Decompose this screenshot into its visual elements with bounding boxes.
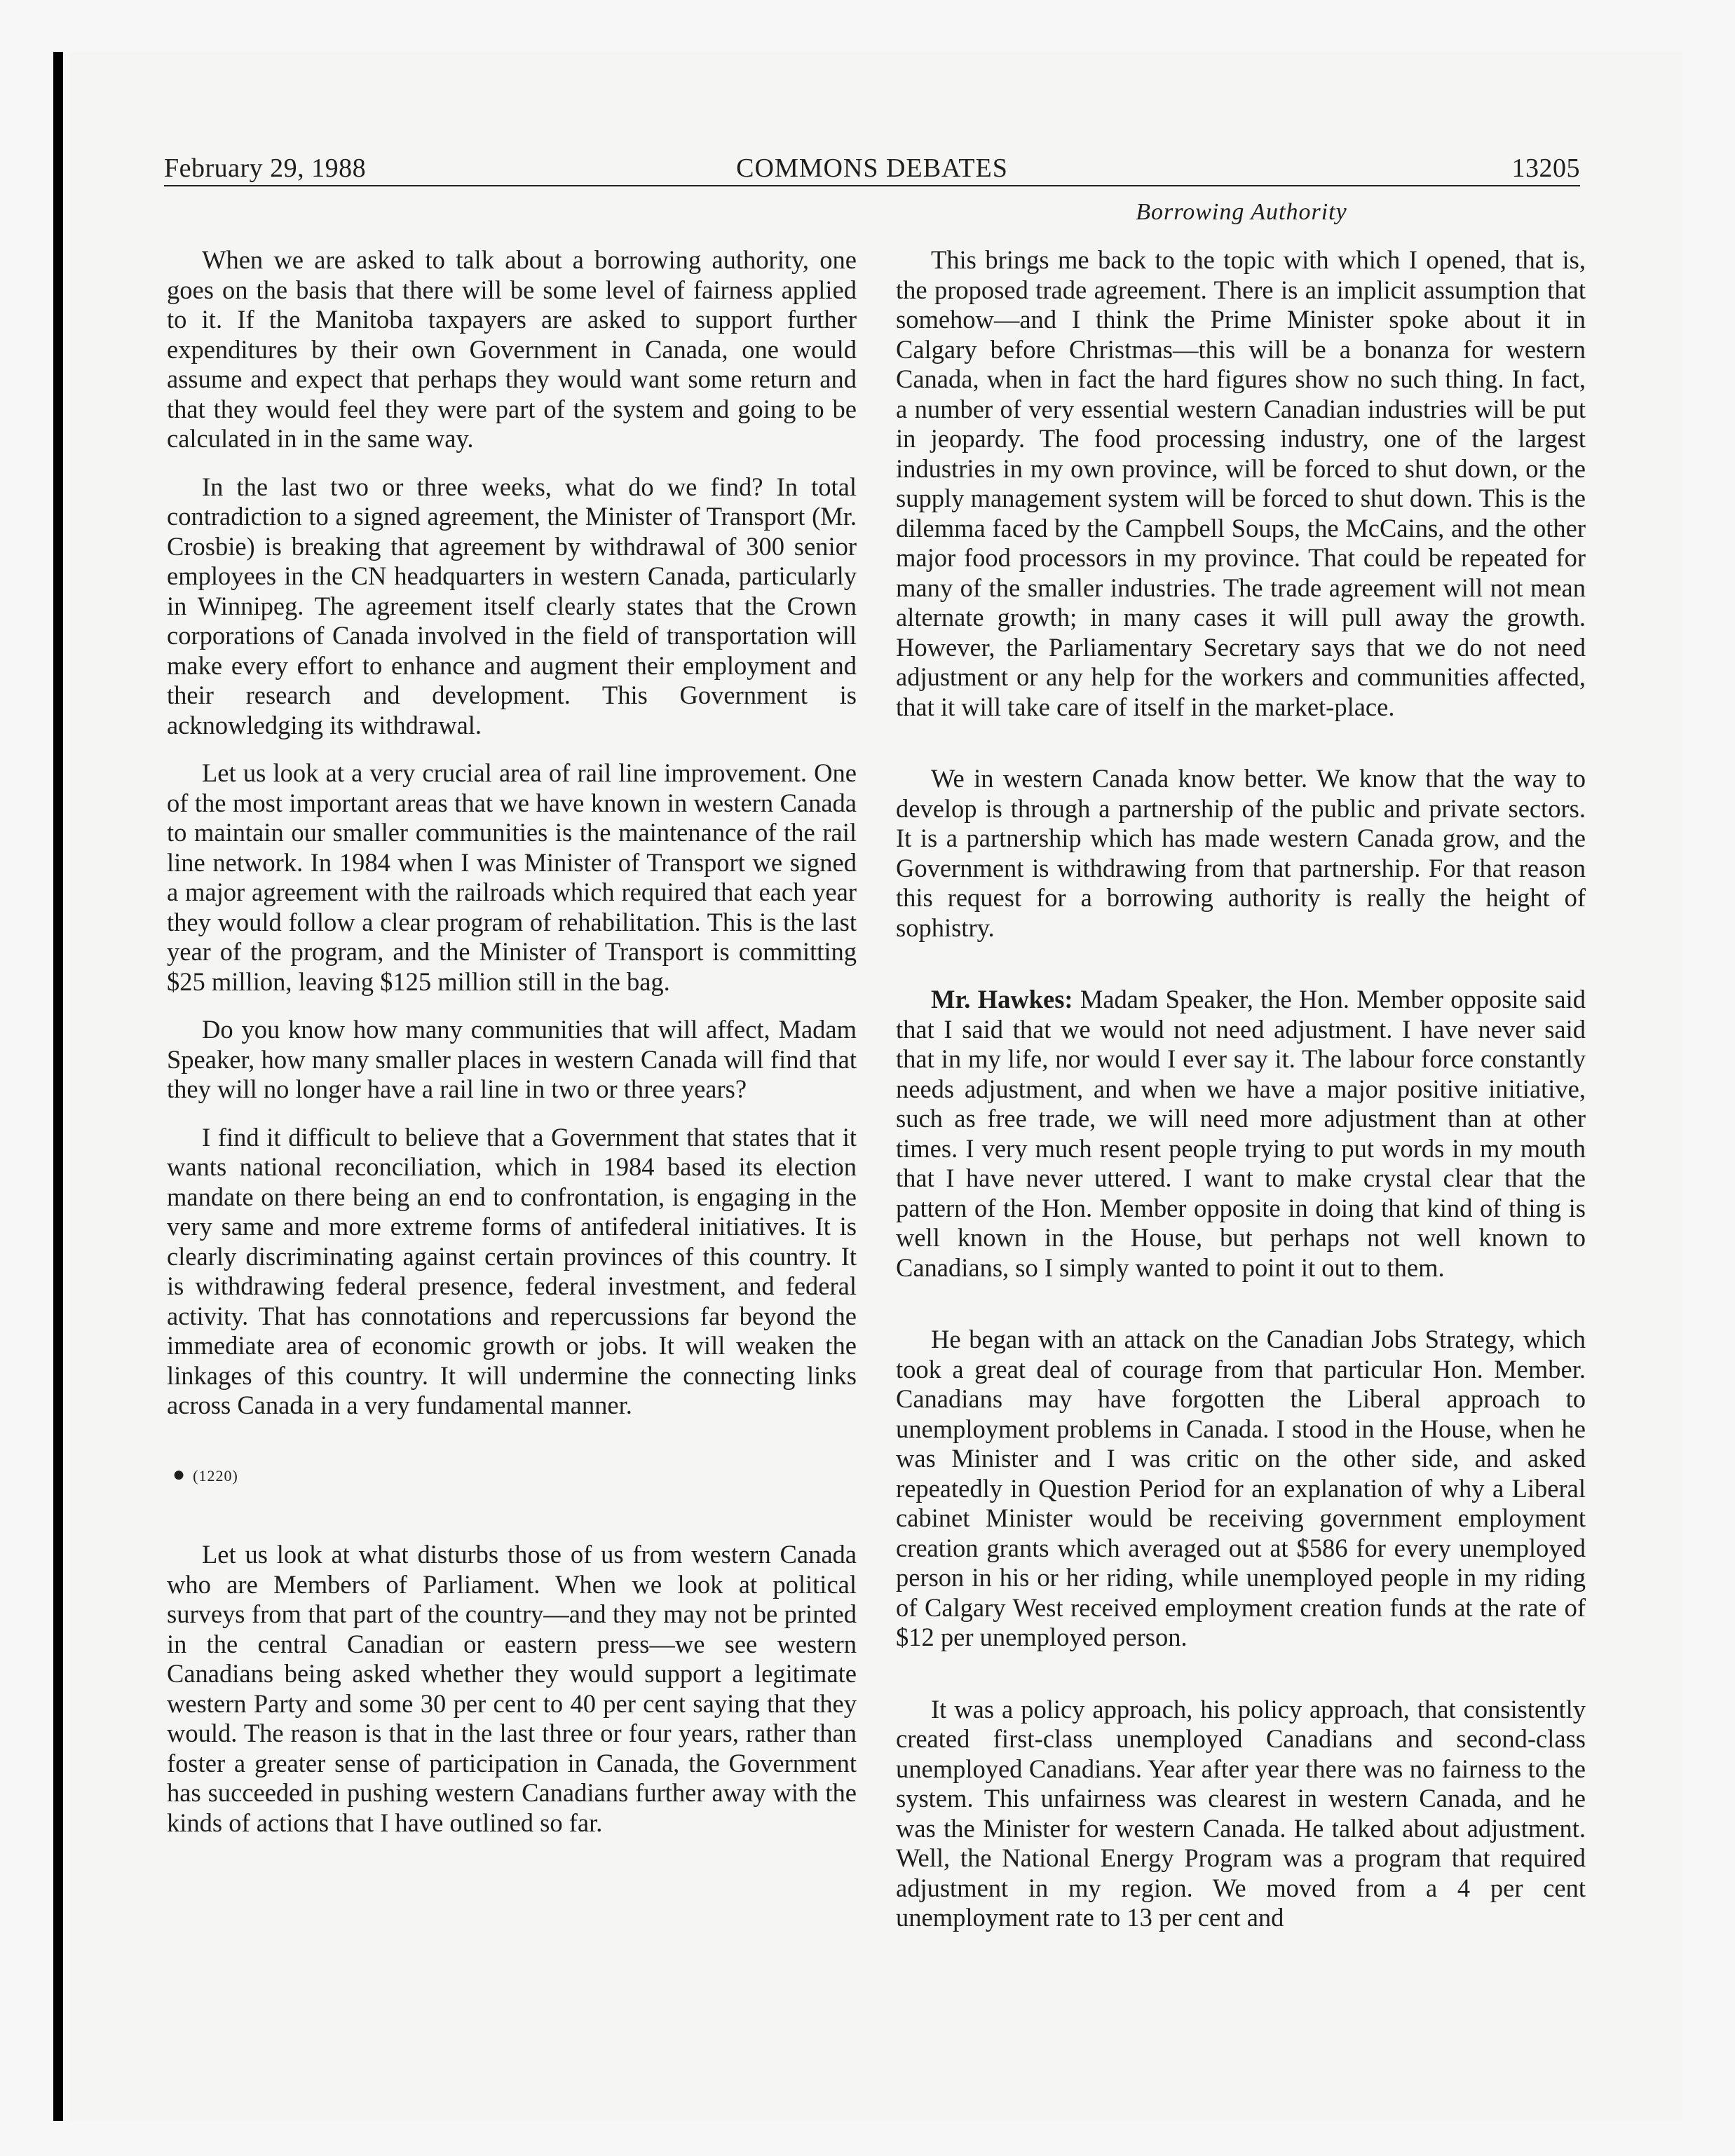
- bullet-icon: ●: [172, 1462, 186, 1486]
- right-column: [896, 245, 1586, 1951]
- speaker-name: Mr. Hawkes:: [931, 985, 1073, 1014]
- paragraph: I find it difficult to believe that a Government that states that it wants national reconciliation, which in 1984 based its election mandate on there being an end to confrontation, is engaging in the very same and more extreme forms of antifederal initiatives. It is clearly discriminating against certain provinces of this country. It is withdrawing federal presence, federal investment, and federal activity. That has connotations and repercussions far beyond the immediate area of economic growth or jobs. It will weaken the linkages of this country. It will undermine the connecting links across Canada in a very fundamental manner.: [167, 1122, 857, 1419]
- header-date: February 29, 1988: [164, 153, 367, 183]
- paragraph: Do you know how many communities that will affect, Madam Speaker, how many smaller places in western Canada will find that they will no longer have a rail line in two or three years?: [167, 1015, 857, 1103]
- header-journal-title: COMMONS DEBATES: [736, 153, 1008, 183]
- paragraph: When we are asked to talk about a borrowing authority, one goes on the basis that there will be some level of fairness applied to it. If the Manitoba taxpayers are asked to support further expenditures by their own Government in Canada, one would assume and expect that perhaps they would want some return and that they would feel they were part of the system and going to be calculated in in the same way.: [167, 245, 857, 453]
- paragraph: Let us look at a very crucial area of rail line improvement. One of the most important areas that we have known in western Canada to maintain our smaller communities is the maintenance of the rail line network. In 1984 when I was Minister of Transport we signed a major agreement with the railroads which required that each year they would follow a clear program of rehabilitation. This is the last year of the program, and the Minister of Transport is committing $25 million, leaving $125 million still in the bag.: [167, 758, 857, 996]
- time-marker-text: (1220): [193, 1466, 238, 1485]
- paragraph: We in western Canada know better. We know that the way to develop is through a partnership of the public and private sectors. It is a partnership which has made western Canada grow, and the Government is withdrawing from that partnership. For that reason this request for a borrowing authority is really the height of sophistry.: [896, 764, 1586, 942]
- time-marker: [172, 1460, 857, 1492]
- paragraph: In the last two or three weeks, what do we find? In total contradiction to a signed agreement, the Minister of Transport (Mr. Crosbie) is breaking that agreement by withdrawal of 300 senior employees in the CN headquarters in western Canada, particularly in Winnipeg. The agreement itself clearly states that the Crown corporations of Canada involved in the field of transportation will make every effort to enhance and augment their employment and their research and development. This Government is acknowledging its withdrawal.: [167, 472, 857, 739]
- paragraph: Let us look at what disturbs those of us from western Canada who are Members of Parliament. When we look at political surveys from that part of the country—and they may not be printed in the central Canadian or eastern press—we see western Canadians being asked whether they would support a legitimate western Party and some 30 per cent to 40 per cent saying that they would. The reason is that in the last three or four years, rather than foster a greater sense of participation in Canada, the Government has succeeded in pushing western Canadians further away with the kinds of actions that I have outlined so far.: [167, 1540, 857, 1837]
- left-column: [167, 245, 857, 1856]
- speech-text: Madam Speaker, the Hon. Member opposite said that I said that we would not need adjustment. I have never said that in my life, nor would I ever say it. The labour force constantly needs adjustment, and when we have a major positive initiative, such as free trade, we will need more adjustment than at other times. I very much resent people trying to put words in my mouth that I have never uttered. I want to make crystal clear that the pattern of the Hon. Member opposite in doing that kind of thing is well known in the House, but perhaps not well known to Canadians, so I simply wanted to point it out to them.: [896, 985, 1586, 1282]
- running-title: Borrowing Authority: [1136, 199, 1347, 225]
- paragraph: This brings me back to the topic with which I opened, that is, the proposed trade agreement. There is an implicit assumption that somehow—and I think the Prime Minister spoke about it in Calgary before Christmas—this will be a bonanza for western Canada, when in fact the hard figures show no such thing. In fact, a number of very essential western Canadian industries will be put in jeopardy. The food processing industry, one of the largest industries in my own province, will be forced to shut down, or the supply management system will be forced to shut down. This is the dilemma faced by the Campbell Soups, the McCains, and the other major food processors in my province. That could be repeated for many of the smaller industries. The trade agreement will not mean alternate growth; in many cases it will pull away the growth. However, the Parliamentary Secretary says that we do not need adjustment or any help for the workers and communities affected, that it will take care of itself in the market-place.: [896, 245, 1586, 721]
- header-page-number: 13205: [1511, 153, 1580, 183]
- page-header: [164, 146, 1580, 186]
- speaker-paragraph: [896, 985, 1586, 1283]
- paragraph: He began with an attack on the Canadian Jobs Strategy, which took a great deal of courage from that particular Hon. Member. Canadians may have forgotten the Liberal approach to unemployment problems in Canada. I stood in the House, when he was Minister and I was critic on the other side, and asked repeatedly in Question Period for an explanation of why a Liberal cabinet Minister would be receiving government employment creation grants which averaged out at $586 for every unemployed person in his or her riding, while unemployed people in my riding of Calgary West received employment creation funds at the rate of $12 per unemployed person.: [896, 1325, 1586, 1651]
- paragraph: It was a policy approach, his policy approach, that consistently created first-class unemployed Canadians and second-class unemployed Canadians. Year after year there was no fairness to the system. This unfairness was clearest in western Canada, and he was the Minister for western Canada. He talked about adjustment. Well, the National Energy Program was a program that required adjustment in my region. We moved from a 4 per cent unemployment rate to 13 per cent and: [896, 1694, 1586, 1932]
- scan-edge-bar: [53, 52, 63, 2121]
